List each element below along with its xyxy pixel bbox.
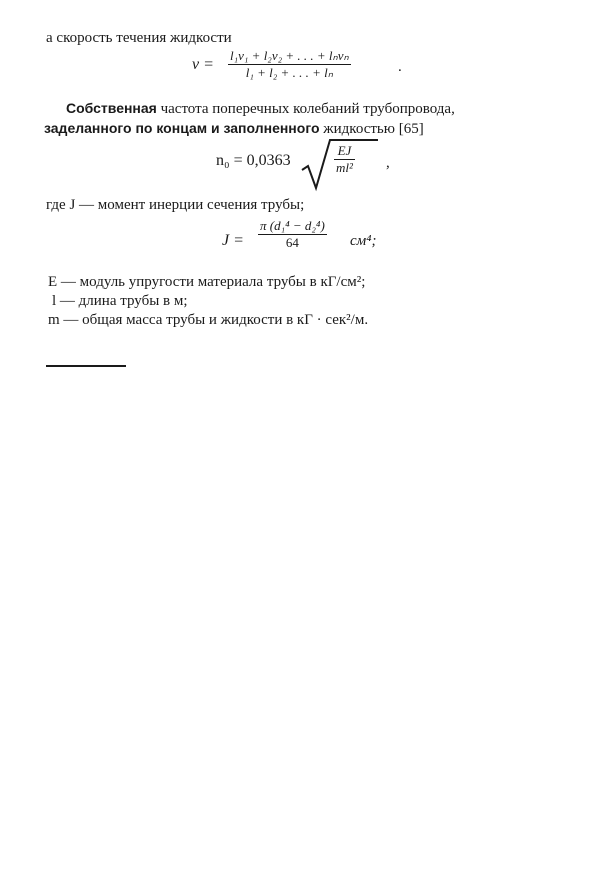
footnote-rule xyxy=(46,365,126,367)
eq1-tail: . xyxy=(398,59,402,75)
eq2-denominator: ml² xyxy=(336,160,353,175)
eq3-lhs: J = xyxy=(222,232,244,249)
eq3-denominator: 64 xyxy=(285,235,299,250)
para1-line1 xyxy=(66,99,455,118)
eq1-fraction xyxy=(228,48,351,81)
eq1-lhs: v = xyxy=(192,56,214,73)
eq1-denominator: l₁ + l₂ + . . . + lₙ xyxy=(245,65,333,80)
para1-line1-rest: частота поперечных колебаний трубопровода, xyxy=(156,101,455,117)
def-elastic-modulus: E — модуль упругости материала трубы в кГ/см²; xyxy=(48,274,366,290)
eq2-fraction xyxy=(334,143,355,176)
eq3-numerator: π (d₁⁴ − d₂⁴) xyxy=(260,218,325,233)
eq3-unit: см⁴; xyxy=(350,233,377,249)
where-line: где J — момент инерции сечения трубы; xyxy=(46,197,305,213)
eq2-lhs: n₀ = 0,0363 xyxy=(216,152,291,169)
eq3-fraction xyxy=(258,218,327,251)
intro-text: а скорость течения жидкости xyxy=(46,30,232,46)
para1-bold-term: Собственная xyxy=(66,100,157,116)
para1-line2-bold: заделанного по концам и заполненного xyxy=(44,120,320,136)
para1-line2-rest: жидкостью [65] xyxy=(319,121,424,137)
eq2-tail: , xyxy=(386,155,390,171)
def-mass: m — общая масса трубы и жидкости в кГ · сек²/м. xyxy=(48,312,369,328)
def-length: l — длина трубы в м; xyxy=(52,293,188,309)
eq2-numerator: EJ xyxy=(337,143,352,158)
eq1-numerator: l₁v₁ + l₂v₂ + . . . + lₙvₙ xyxy=(230,48,349,63)
